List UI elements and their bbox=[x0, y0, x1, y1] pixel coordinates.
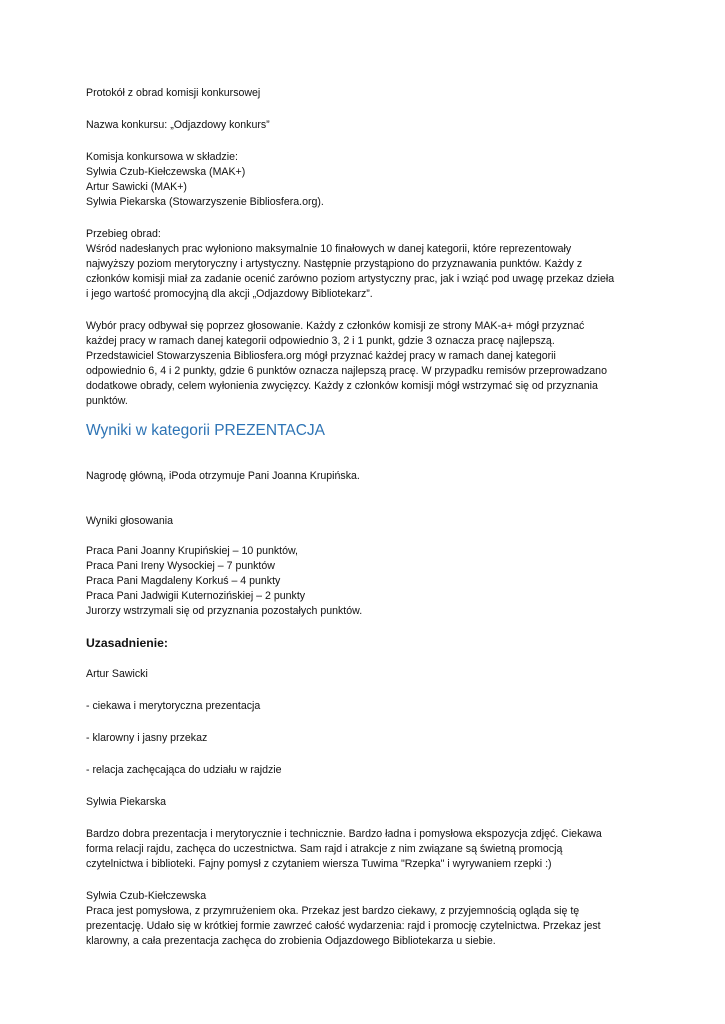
document-content bbox=[86, 86, 646, 949]
votes-list bbox=[86, 544, 646, 619]
juror-comment bbox=[86, 889, 646, 949]
committee-member: Sylwia Czub-Kiełczewska (MAK+) bbox=[86, 166, 246, 178]
vote-line: Praca Pani Magdaleny Korkuś – 4 punkty bbox=[86, 575, 281, 587]
juror-comment bbox=[86, 827, 646, 872]
proceedings-line: i jego wartość promocyjną dla akcji „Odjazdowy Bibliotekarz”. bbox=[86, 288, 373, 300]
results-heading: Wyniki w kategorii PREZENTACJA bbox=[86, 422, 326, 439]
juror-comment-line: prezentację. Udało się w krótkiej formie zawrzeć całość wydarzenia: rajd i promocję czytelnictwa. Przekaz jest bbox=[86, 920, 601, 932]
juror-name: Artur Sawicki bbox=[86, 668, 148, 680]
proceedings-section bbox=[86, 227, 646, 302]
proceedings-line: Wśród nadesłanych prac wyłoniono maksymalnie 10 finałowych w danej kategorii, które reprezentowały bbox=[86, 243, 572, 255]
vote-line: Jurorzy wstrzymali się od przyznania pozostałych punktów. bbox=[86, 605, 363, 617]
proceedings-line: najwyższy poziom merytoryczny i artystyczny. Następnie przystąpiono do przyznawania punktów. Każdy z bbox=[86, 258, 583, 270]
proceedings-line: członków komisji miał za zadanie ocenić zarówno poziom artystyczny prac, jak i wziąć pod uwagę przekaz dzieła bbox=[86, 273, 615, 285]
juror-comment-line: forma relacji rajdu, zachęca do uczestnictwa. Sam rajd i atrakcje z nim związane są świetną promocją bbox=[86, 843, 563, 855]
proceedings-heading: Przebieg obrad: bbox=[86, 228, 161, 240]
juror-comment-line: czytelnictwa i biblioteki. Fajny pomysł z czytaniem wiersza Tuwima "Rzepka" i wyrywaniem rzepki :) bbox=[86, 858, 552, 870]
votes-heading: Wyniki głosowania bbox=[86, 515, 174, 527]
committee-member: Artur Sawicki (MAK+) bbox=[86, 181, 187, 193]
committee-heading: Komisja konkursowa w składzie: bbox=[86, 151, 238, 163]
juror-comment-line: Praca jest pomysłowa, z przymrużeniem oka. Przekaz jest bardzo ciekawy, z przyjemnością ogląda się tę bbox=[86, 905, 580, 917]
voting-line: Przedstawiciel Stowarzyszenia Bibliosfera.org mógł przyznać każdej pracy w ramach danej kategorii bbox=[86, 350, 556, 362]
voting-line: odpowiednio 6, 4 i 2 punkty, gdzie 6 punktów oznacza najlepszą pracę. W przypadku remisów przeprowadzano bbox=[86, 365, 607, 377]
vote-line: Praca Pani Ireny Wysockiej – 7 punktów bbox=[86, 560, 275, 572]
voting-line: Wybór pracy odbywał się poprzez głosowanie. Każdy z członków komisji ze strony MAK-a+ mógł przyznać bbox=[86, 320, 585, 332]
voting-line: dodatkowe obrady, celem wyłonienia zwycięzcy. Każdy z członków komisji mógł wstrzymać się od przyznania bbox=[86, 380, 598, 392]
juror-name: Sylwia Piekarska bbox=[86, 796, 167, 808]
juror-name: Sylwia Czub-Kiełczewska bbox=[86, 890, 207, 902]
document-title: Protokół z obrad komisji konkursowej bbox=[86, 87, 261, 99]
juror-point: - relacja zachęcająca do udziału w rajdzie bbox=[86, 764, 282, 776]
voting-line: każdej pracy w ramach danej kategorii odpowiednio 3, 2 i 1 punkt, gdzie 3 oznacza pracę najlepszą. bbox=[86, 335, 555, 347]
juror-comment-line: klarowny, a cała prezentacja zachęca do zrobienia Odjazdowego Bibliotekarza u siebie. bbox=[86, 935, 496, 947]
vote-line: Praca Pani Joanny Krupińskiej – 10 punktów, bbox=[86, 545, 299, 557]
contest-name: Nazwa konkursu: „Odjazdowy konkurs” bbox=[86, 119, 270, 131]
voting-rules-section bbox=[86, 319, 646, 409]
juror-comment-line: Bardzo dobra prezentacja i merytorycznie i technicznie. Bardzo ładna i pomysłowa ekspozycja zdjęć. Ciekawa bbox=[86, 828, 602, 840]
main-prize: Nagrodę główną, iPoda otrzymuje Pani Joanna Krupińska. bbox=[86, 470, 360, 482]
vote-line: Praca Pani Jadwigii Kuternozińskiej – 2 punkty bbox=[86, 590, 306, 602]
voting-line: punktów. bbox=[86, 395, 128, 407]
juror-point: - ciekawa i merytoryczna prezentacja bbox=[86, 700, 261, 712]
committee-member: Sylwia Piekarska (Stowarzyszenie Bibliosfera.org). bbox=[86, 196, 324, 208]
juror-point: - klarowny i jasny przekaz bbox=[86, 732, 208, 744]
committee-section bbox=[86, 150, 646, 210]
justification-heading: Uzasadnienie: bbox=[86, 636, 168, 650]
